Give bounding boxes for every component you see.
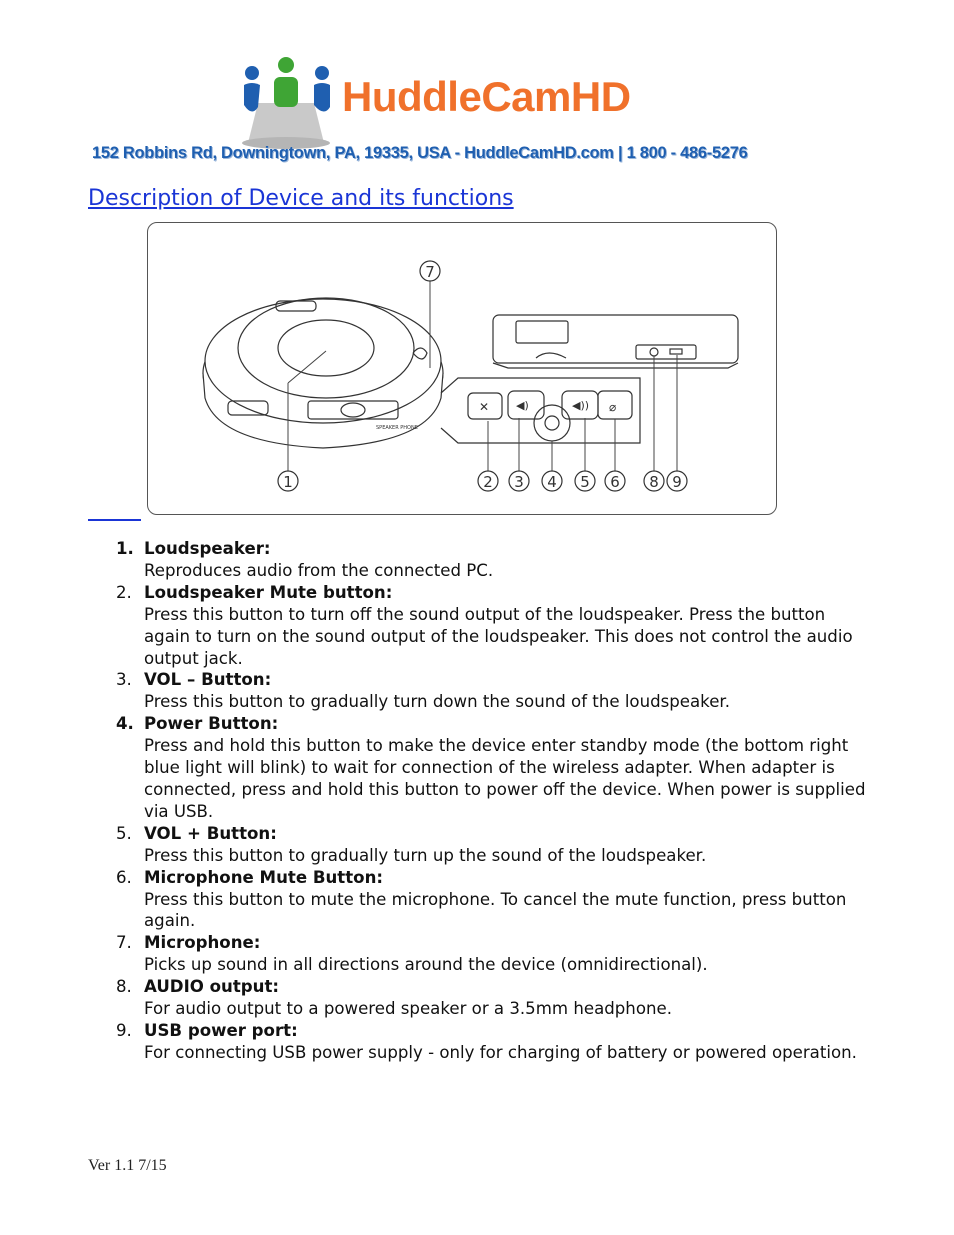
item-number: 5. [116, 823, 132, 843]
callout-3 [509, 471, 529, 491]
callout-1 [278, 471, 298, 491]
item-title: VOL + Button: [144, 823, 277, 843]
list-item [106, 538, 876, 582]
item-title: AUDIO output: [144, 977, 280, 997]
svg-text:5: 5 [580, 473, 590, 491]
callout-7 [420, 261, 440, 281]
item-description: Press this button to gradually turn up the sound of the loudspeaker. [144, 845, 707, 865]
callout-9 [667, 471, 687, 491]
list-item [106, 582, 876, 670]
svg-text:9: 9 [672, 473, 682, 491]
item-number: 1. [116, 539, 134, 558]
company-address: 152 Robbins Rd, Downingtown, PA, 19335, USA - HuddleCamHD.com | 1 800 - 486-5276 [92, 144, 748, 162]
svg-text:⌀: ⌀ [609, 400, 617, 414]
svg-text:6: 6 [610, 473, 620, 491]
callout-4 [542, 471, 562, 491]
item-description: Press this button to gradually turn down the sound of the loudspeaker. [144, 692, 730, 712]
svg-text:2: 2 [483, 473, 493, 491]
item-number: 7. [116, 933, 132, 953]
list-item [106, 976, 876, 1020]
item-description: For audio output to a powered speaker or a 3.5mm headphone. [144, 999, 672, 1019]
logo-wordmark: HuddleCamHD [342, 73, 631, 120]
svg-text:◀): ◀) [516, 399, 529, 412]
callout-2 [478, 471, 498, 491]
svg-text:✕: ✕ [479, 400, 490, 414]
item-number: 2. [116, 582, 132, 602]
version-footer: Ver 1.1 7/15 [88, 1157, 167, 1174]
item-description: For connecting USB power supply - only for charging of battery or powered operation. [144, 1042, 857, 1062]
speakerphone-top-view [203, 298, 443, 448]
callout-8 [644, 471, 664, 491]
list-item [106, 713, 876, 823]
divider-rule [88, 519, 141, 521]
speakerphone-side-view [493, 315, 738, 368]
svg-text:1: 1 [283, 473, 293, 491]
item-number: 6. [116, 867, 132, 887]
item-description: Reproduces audio from the connected PC. [144, 560, 494, 580]
item-title: Microphone Mute Button: [144, 867, 384, 887]
svg-text:4: 4 [547, 473, 557, 491]
svg-text:3: 3 [514, 473, 524, 491]
item-number: 4. [116, 714, 134, 734]
huddlecamhd-logo [230, 55, 700, 150]
item-description: Picks up sound in all directions around the device (omnidirectional). [144, 955, 708, 975]
item-number: 9. [116, 1020, 132, 1040]
item-title: USB power port: [144, 1020, 298, 1040]
button-panel-detail [441, 378, 640, 443]
item-title: Microphone: [144, 933, 261, 953]
list-item [106, 1020, 876, 1064]
list-item [106, 932, 876, 976]
callout-6 [605, 471, 625, 491]
svg-text:◀)): ◀)) [572, 399, 590, 412]
device-label: SPEAKER PHONE [376, 425, 418, 431]
list-item [106, 669, 876, 713]
function-list [106, 538, 876, 1064]
page-heading: Description of Device and its functions [88, 186, 514, 211]
item-number: 3. [116, 670, 132, 690]
svg-text:8: 8 [649, 473, 659, 491]
list-item [106, 867, 876, 933]
callout-5 [575, 471, 595, 491]
item-title: Loudspeaker: [144, 539, 271, 558]
item-number: 8. [116, 977, 132, 997]
item-description: Press this button to mute the microphone. To cancel the mute function, press button again. [144, 889, 847, 931]
item-description: Press this button to turn off the sound output of the loudspeaker. Press the button again to turn on the sound output of the loudspeaker. This does not control the audio output jack. [144, 604, 853, 668]
logo-people-icon [230, 55, 342, 150]
list-item [106, 823, 876, 867]
item-title: Power Button: [144, 714, 279, 734]
svg-text:7: 7 [425, 263, 435, 281]
item-title: Loudspeaker Mute button: [144, 582, 393, 602]
item-title: VOL – Button: [144, 670, 272, 690]
item-description: Press and hold this button to make the device enter standby mode (the bottom right blue light will blink) to wait for connection of the wireless adapter. When adapter is connected, press and hold this button to power off the device. When power is supplied via USB. [144, 736, 866, 821]
device-diagram [147, 222, 777, 515]
